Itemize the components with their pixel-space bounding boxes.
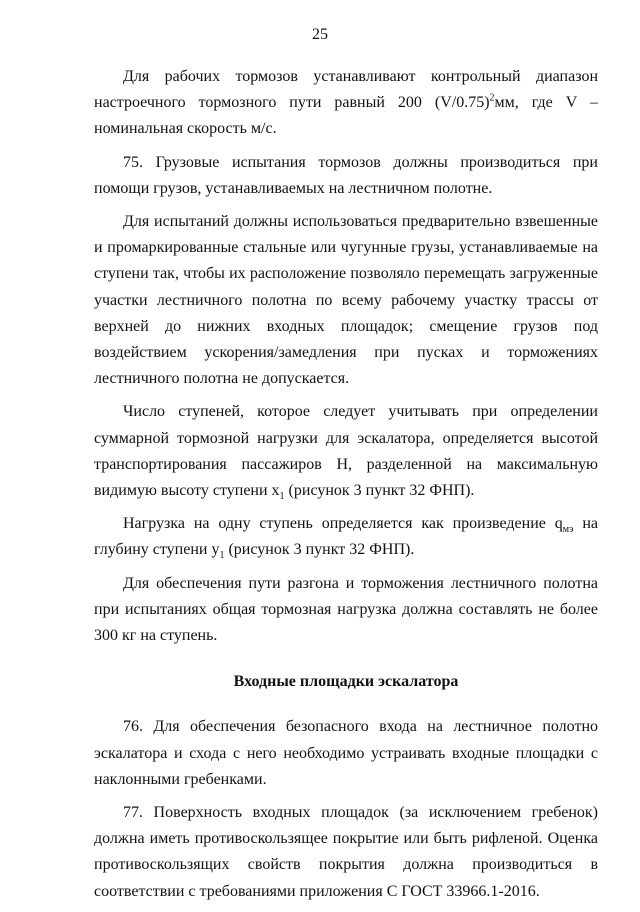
paragraph-step-load [94, 511, 598, 563]
paragraph-text: мм, где V – номинальная скорость м/с. [94, 94, 599, 138]
paragraph-77: 77. Поверхность входных площадок (за исключением гребенок) должна иметь противоскользящее покрытие или быть рифленой. Оценка противоскользящих свойств покрытия должна производиться в соответствии с требованиями приложения С ГОСТ 33966.1-2016. [94, 804, 598, 900]
paragraph-text: (рисунок 3 пункт 32 ФНП). [284, 482, 475, 500]
paragraph-text: Нагрузка на одну ступень определяется как произведение q [123, 515, 563, 533]
paragraph-text: (рисунок 3 пункт 32 ФНП). [224, 541, 415, 559]
paragraph-braking-distance [94, 64, 598, 143]
page-number: 25 [312, 26, 328, 43]
paragraph-text: Число ступеней, которое следует учитывать при определении суммарной тормозной нагрузки для эскалатора, определяется высотой транспортирования пассажиров H, разделенной на максимальную видимую высоту ступени x [94, 403, 598, 500]
subscript: мэ [562, 524, 574, 536]
paragraph-test-weights: Для испытаний должны использоваться предварительно взвешенные и промаркированные стальные или чугунные грузы, устанавливаемые на ступени так, чтобы их расположение позволяло перемещать загруженные участки лестничного полотна по всему рабочему участку трассы от верхней до нижних входных площадок; смещение грузов под воздействием ускорения/замедления при пусках и торможениях лестничного полотна не допускается. [94, 213, 598, 388]
paragraph-75: 75. Грузовые испытания тормозов должны производиться при помощи грузов, устанавливаемых на лестничном полотне. [94, 153, 598, 197]
superscript: 2 [489, 92, 495, 104]
paragraph-step-count [94, 399, 598, 504]
paragraph-text: на глубину ступени y [94, 515, 599, 559]
document-body [94, 64, 598, 912]
paragraph-total-load: Для обеспечения пути разгона и торможения лестничного полотна при испытаниях общая тормозная нагрузка должна составлять не более 300 кг на ступень. [94, 574, 598, 645]
subscript: 1 [279, 491, 285, 503]
subscript: 1 [219, 550, 225, 562]
paragraph-text: Для рабочих тормозов устанавливают контрольный диапазон настроечного тормозного пути равный 200 (V/0.75) [94, 68, 598, 112]
section-heading: Входные площадки эскалатора [233, 673, 459, 691]
paragraph-76: 76. Для обеспечения безопасного входа на лестничное полотно эскалатора и схода с него необходимо устраивать входные площадки с наклонными гребенками. [94, 718, 598, 788]
